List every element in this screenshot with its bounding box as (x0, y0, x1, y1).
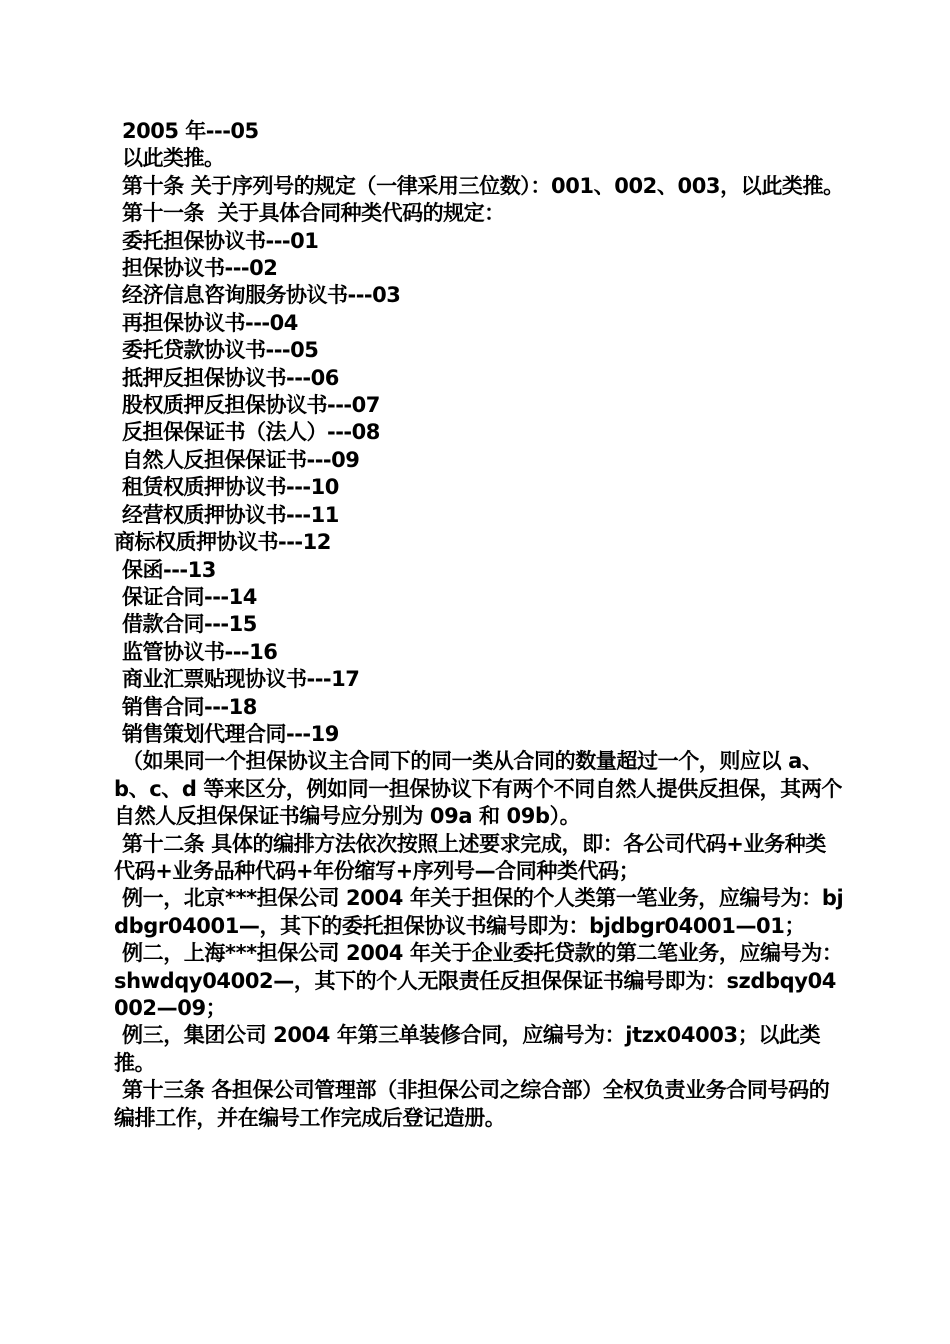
article-13: 第十三条 各担保公司管理部（非担保公司之综合部）全权负责业务合同号码的编排工作，并在编号工作完成后登记造册。 (114, 1078, 830, 1130)
contract-code-item: 销售策划代理合同---19 (122, 721, 339, 746)
contract-code-item: 委托贷款协议书---05 (122, 338, 319, 363)
contract-code-item: 销售合同---18 (122, 694, 257, 719)
article-12: 第十二条 具体的编排方法依次按照上述要求完成，即：各公司代码+业务种类代码+业务品种代码+年份缩写+序列号—合同种类代码； (114, 831, 826, 883)
article-10: 第十条 关于序列号的规定（一律采用三位数）：001、002、003，以此类推。 (122, 173, 844, 198)
contract-code-item: 商标权质押协议书---12 (114, 530, 331, 555)
example-2: 例二，上海***担保公司 2004 年关于企业委托贷款的第二笔业务，应编号为：shwdqy04002—，其下的个人无限责任反担保保证书编号即为：szdbqy04002—09； (114, 941, 843, 1020)
contract-code-item: 担保协议书---02 (122, 256, 278, 281)
contract-code-item: 委托担保协议书---01 (122, 228, 319, 253)
contract-code-item: 监管协议书---16 (122, 639, 278, 664)
example-3: 例三，集团公司 2004 年第三单装修合同，应编号为：jtzx04003；以此类推。 (114, 1023, 821, 1075)
contract-code-item: 经济信息咨询服务协议书---03 (122, 283, 401, 308)
note-paragraph: （如果同一个担保协议主合同下的同一类从合同的数量超过一个，则应以 a、b、c、d 等来区分，例如同一担保协议下有两个不同自然人提供反担保，其两个自然人反担保保证书编号应分别为 09a 和 09b）。 (114, 749, 843, 829)
contract-code-item: 经营权质押协议书---11 (122, 502, 339, 527)
contract-code-item: 商业汇票贴现协议书---17 (122, 667, 360, 692)
contract-code-item: 股权质押反担保协议书---07 (122, 393, 380, 418)
contract-code-item: 保证合同---14 (122, 584, 257, 609)
contract-code-item: 再担保协议书---04 (122, 310, 298, 335)
contract-code-item: 自然人反担保保证书---09 (122, 447, 360, 472)
contract-code-item: 反担保保证书（法人）---08 (122, 420, 380, 445)
document-page (114, 118, 844, 1132)
article-11-heading: 第十一条 关于具体合同种类代码的规定： (122, 201, 505, 226)
contract-code-item: 借款合同---15 (122, 612, 257, 637)
text-line: 2005 年---05 (122, 119, 259, 143)
contract-code-item: 租赁权质押协议书---10 (122, 475, 339, 500)
example-1: 例一，北京***担保公司 2004 年关于担保的个人类第一笔业务，应编号为：bjdbgr04001—，其下的委托担保协议书编号即为：bjdbgr04001—01； (114, 886, 844, 938)
text-line: 以此类推。 (122, 146, 225, 171)
contract-code-item: 保函---13 (122, 557, 216, 582)
contract-code-item: 抵押反担保协议书---06 (122, 365, 339, 390)
